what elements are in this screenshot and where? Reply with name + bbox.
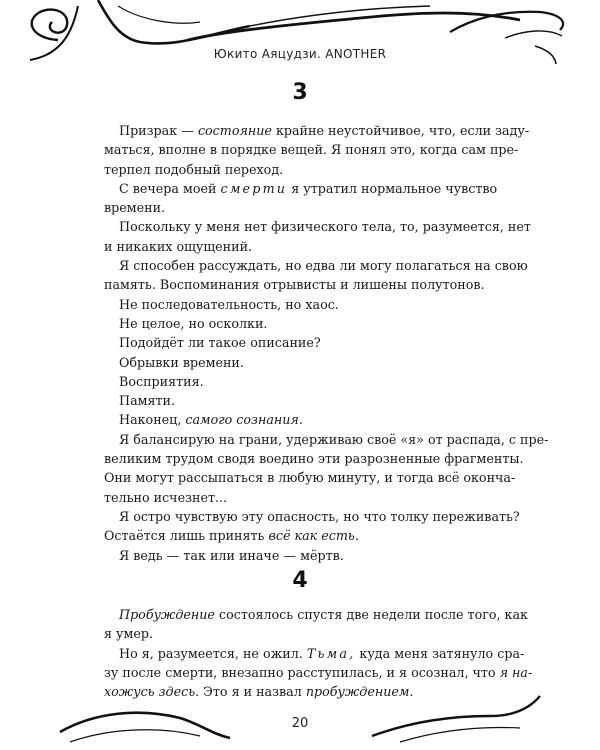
text-line: Призрак — состояние крайне неустойчивое, что, если заду-	[119, 123, 530, 138]
text-line: Пробуждение состоялось спустя две недели после того, как	[119, 607, 528, 622]
text-line: Они могут рассыпаться в любую минуту, и тогда всё оконча-	[104, 470, 516, 486]
text-line: Я остро чувствую эту опасность, но что толку переживать?	[119, 508, 520, 524]
page-number: 20	[291, 716, 309, 731]
text-line: Не целое, но осколки.	[119, 315, 268, 331]
text-line: времени.	[104, 200, 166, 216]
text-line: Обрывки времени.	[119, 354, 244, 370]
text-line: Восприятия.	[119, 373, 204, 389]
text-line: тельно исчезнет...	[104, 489, 228, 505]
section-4-text	[104, 605, 533, 701]
text-line: терпел подобный переход.	[104, 161, 284, 177]
text-line: Поскольку у меня нет физического тела, то, разумеется, нет	[119, 219, 531, 235]
text-line: Я балансирую на грани, удерживаю своё «я» от распада, с пре-	[119, 431, 549, 447]
text-line: Наконец, самого сознания.	[119, 412, 303, 428]
text-line: Подойдёт ли такое описание?	[119, 335, 321, 351]
section-number-4: 4	[292, 568, 308, 593]
text-line: Памяти.	[119, 393, 176, 409]
text-line: маться, вполне в порядке вещей. Я понял это, когда сам пре-	[104, 142, 519, 158]
text-line: Я способен рассуждать, но едва ли могу полагаться на свою	[119, 258, 528, 274]
section-number-3: 3	[292, 80, 308, 105]
top-swash-ornament	[0, 0, 600, 80]
text-line: и никаких ощущений.	[104, 238, 253, 254]
text-line: я умер.	[104, 626, 154, 642]
text-line: Но я, разумеется, не ожил. Тьма, куда меня затянуло сра-	[119, 645, 525, 661]
section-3-text	[104, 121, 549, 565]
text-line: Остаётся лишь принять всё как есть.	[104, 528, 359, 544]
text-line: память. Воспоминания отрывисты и лишены полутонов.	[104, 277, 485, 293]
text-line: Я ведь — так или иначе — мёртв.	[119, 547, 344, 563]
text-line: зу после смерти, внезапно расступилась, и я осознал, что я на-	[104, 664, 533, 680]
text-line: Не последовательность, но хаос.	[119, 296, 339, 312]
text-line: хожусь здесь. Это я и назвал пробуждением.	[104, 684, 414, 700]
running-head: Юкито Аяцудзи. ANOTHER	[213, 47, 387, 61]
text-line: С вечера моей смерти я утратил нормальное чувство	[119, 180, 498, 196]
text-line: великим трудом сводя воедино эти разрозненные фрагменты.	[104, 451, 524, 467]
